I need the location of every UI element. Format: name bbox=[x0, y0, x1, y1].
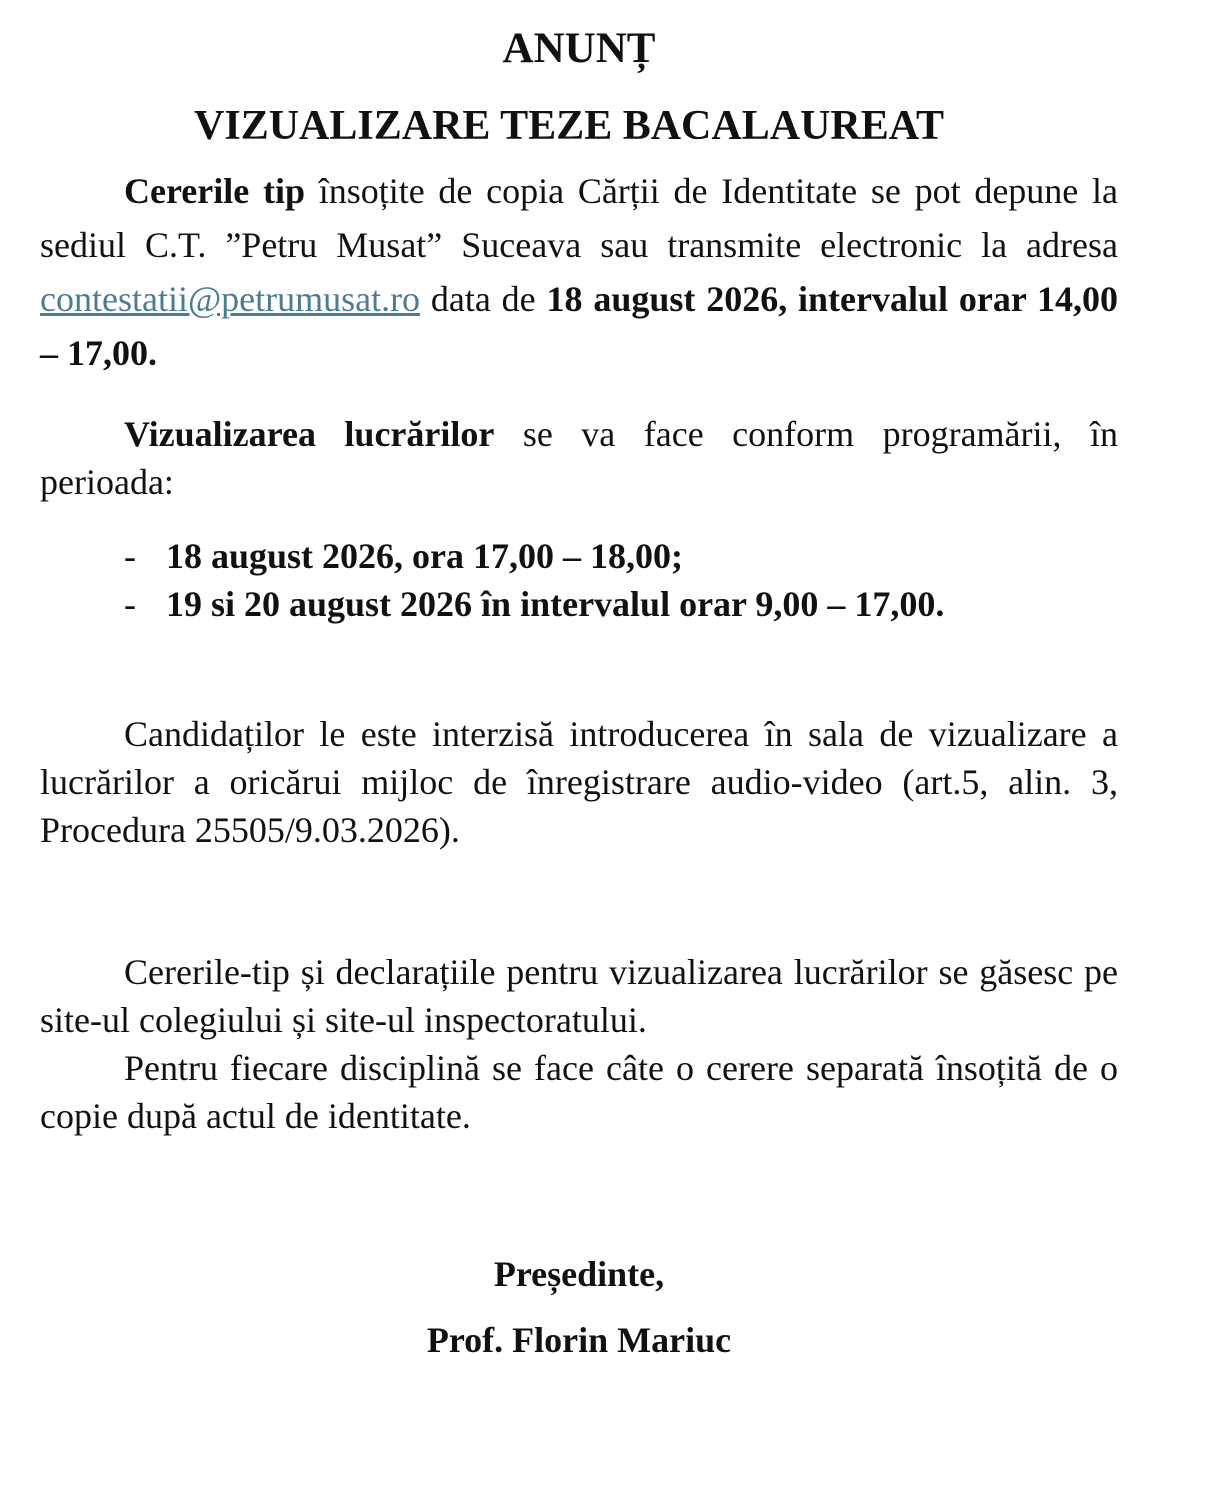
list-item bbox=[40, 580, 1118, 628]
list-bullet: - bbox=[124, 536, 136, 576]
requests-lead: Cererile tip bbox=[124, 171, 305, 211]
list-item bbox=[40, 532, 1118, 580]
viewing-text: se va face conform programării, în perioada: bbox=[40, 414, 1118, 502]
announcement-document bbox=[40, 20, 1118, 1364]
page-subtitle: VIZUALIZARE TEZE BACALAUREAT bbox=[194, 103, 944, 149]
paragraph-forms: Cererile-tip și declarațiile pentru vizualizarea lucrărilor se găsesc pe site-ul colegiului și site-ul inspectoratului. bbox=[40, 952, 1118, 1040]
requests-text: însoțite de copia Cărții de Identitate se pot depune la sediul C.T. ”Petru Musat” Suceava sau transmite electronic la adresa bbox=[40, 171, 1118, 265]
paragraph-requests bbox=[40, 164, 1118, 380]
schedule-list bbox=[40, 532, 1118, 628]
signature-role: Președinte, bbox=[493, 1254, 665, 1294]
schedule-item-text: 18 august 2026, ora 17,00 – 18,00; bbox=[166, 536, 684, 576]
viewing-lead: Vizualizarea lucrărilor bbox=[124, 414, 495, 454]
requests-date: 18 august 2026, intervalul orar 14,00 – 17,00. bbox=[40, 279, 1119, 373]
requests-date-prefix: data de bbox=[420, 279, 547, 319]
schedule-item-text: 19 si 20 august 2026 în intervalul orar 9,00 – 17,00. bbox=[166, 584, 945, 624]
list-bullet: - bbox=[124, 584, 136, 624]
paragraph-separate-request: Pentru fiecare disciplină se face câte o cerere separată însoțită de o copie după actul de identitate. bbox=[40, 1048, 1118, 1136]
signature-name: Prof. Florin Mariuc bbox=[426, 1320, 732, 1360]
page-title: ANUNȚ bbox=[502, 25, 656, 72]
paragraph-viewing bbox=[40, 410, 1118, 506]
paragraph-prohibition: Candidaților le este interzisă introducerea în sala de vizualizare a lucrărilor a oricărui mijloc de înregistrare audio-video (art.5, alin. 3, Procedura 25505/9.03.2026). bbox=[40, 714, 1118, 850]
email-link[interactable]: contestatii@petrumusat.ro bbox=[40, 279, 421, 319]
